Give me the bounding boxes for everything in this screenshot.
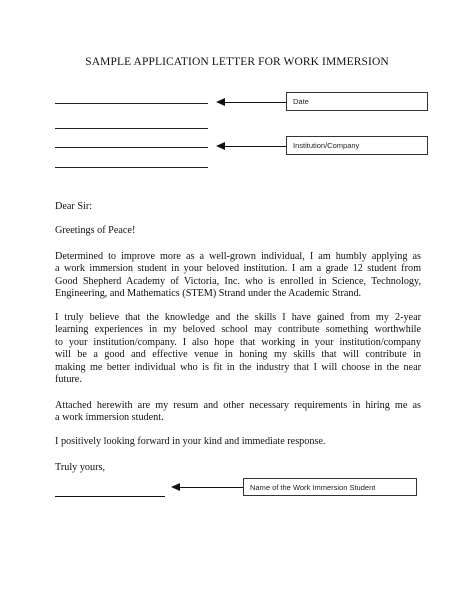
- paragraph-1: [55, 251, 421, 301]
- institution-label-box: [286, 136, 428, 155]
- address-blank-line: [55, 128, 208, 129]
- date-label: Date: [293, 97, 309, 106]
- paragraph-line: making me better individual who is fit in the industry that I will choose in the near: [55, 361, 421, 373]
- student-name-label-box: [243, 478, 417, 496]
- page-title: SAMPLE APPLICATION LETTER FOR WORK IMMERSION: [85, 56, 389, 68]
- student-name-label: Name of the Work Immersion Student: [250, 483, 376, 492]
- paragraph-line: learning experiences in my beloved school may contribute something worthwhile: [55, 324, 421, 336]
- paragraph-2: [55, 312, 421, 386]
- institution-blank-line: [55, 147, 208, 148]
- date-blank-line: [55, 103, 208, 104]
- paragraph-line: a work immersion student in your beloved institution. I am a grade 12 student from: [55, 263, 421, 275]
- paragraph-line: Determined to improve more as a well-grown individual, I am humbly applying as: [55, 251, 421, 262]
- paragraph-4: I positively looking forward in your kind and immediate response.: [55, 436, 326, 447]
- signature-blank-line: [55, 496, 165, 497]
- closing: Truly yours,: [55, 462, 106, 473]
- paragraph-line: future.: [55, 374, 82, 386]
- paragraph-line: I truly believe that the knowledge and the skills I have gained from my 2-year: [55, 312, 421, 323]
- paragraph-line: Good Shepherd Academy of Victoria, Inc. who is enrolled in Science, Technology,: [55, 275, 421, 287]
- signature-arrow: [173, 487, 243, 488]
- paragraph-line: to your institution/company. I also hope that working in your institution/company: [55, 336, 421, 348]
- salutation: Dear Sir:: [55, 201, 93, 212]
- date-arrow: [218, 102, 286, 103]
- institution-label: Institution/Company: [293, 141, 360, 150]
- greeting: Greetings of Peace!: [55, 225, 136, 236]
- paragraph-line: will be a good and effective venue in honing my skills that will contribute in: [55, 349, 421, 361]
- date-label-box: [286, 92, 428, 111]
- paragraph-line: a work immersion student.: [55, 412, 164, 424]
- paragraph-3: [55, 400, 421, 425]
- institution-arrow: [218, 146, 286, 147]
- paragraph-line: Attached herewith are my resum and other necessary requirements in hiring me as: [55, 400, 421, 411]
- paragraph-line: Engineering, and Mathematics (STEM) Strand under the Academic Strand.: [55, 288, 362, 300]
- address-blank-line-2: [55, 167, 208, 168]
